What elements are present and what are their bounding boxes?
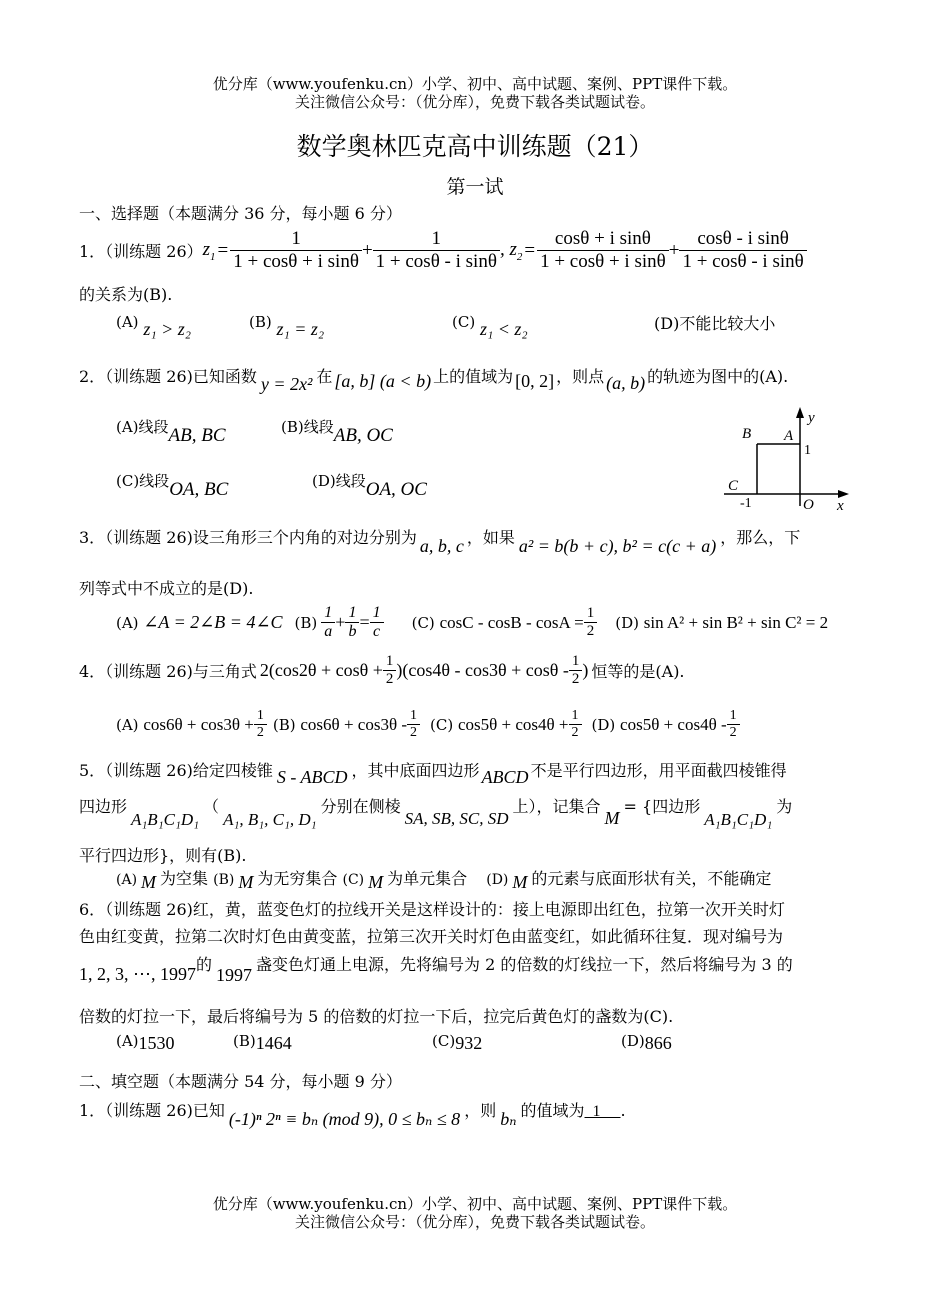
q3-option-c: (C) cosC - cosB - cosA = <box>411 612 584 632</box>
q6-option-b: (B)1464 <box>233 1032 292 1053</box>
q1-option-c: (C) z₁ < z₂ <box>452 313 528 339</box>
y-axis-arrow <box>796 407 804 418</box>
q3-option-b: (B) <box>294 613 318 632</box>
q5-line-2: 四边形A₁B₁C₁D₁（A₁, B₁, C₁, D₁分别在侧棱SA, SB, SC, SD上），记集合M= {四边形A₁B₁C₁D₁为 <box>79 797 793 829</box>
question-1-formula <box>79 228 807 273</box>
q3-b-frac-1: $\frac{1}{a}$ <box>321 604 335 641</box>
question-3: 3．（训练题 26)设三角形三个内角的对边分别为 a, b, c ，如果 a² = b(b + c), b² = c(c + a) ，那么，下 <box>79 528 801 556</box>
q5-option-a: (A) M 为空集 <box>116 869 209 892</box>
q1-eq-2: = <box>524 239 536 261</box>
q4-c-frac: $\frac{1}{2}$ <box>569 708 582 741</box>
q1-prefix: 1．（训练题 26） <box>79 242 203 261</box>
footer-line-2: 关注微信公众号：（优分库），免费下载各类试题试卷。 <box>294 1213 655 1231</box>
q2-figure <box>722 404 852 514</box>
q5-options <box>116 866 772 892</box>
q6-option-c: (C)932 <box>432 1032 483 1053</box>
q3-options: (A) ∠A = 2∠B = 4∠C (B) $\frac{1}{a}$ + $\frac{1}{b}$ = $\frac{1}{c}$ (C) cosC - cosB - cosA = $\frac{1}{2}$ (D) sin A² + sin B² + sin C² = 2 <box>116 604 829 640</box>
label-a: A <box>784 428 794 444</box>
q4-option-d: (D) cos5θ + cos4θ - <box>591 714 727 734</box>
x-axis-arrow <box>838 490 849 498</box>
q1-option-b: (B) z₁ = z₂ <box>249 313 325 339</box>
q1-frac-2: $\frac{1}{\text{1 + cosθ - i sinθ}}$ <box>373 228 500 273</box>
q6-line-3: 1, 2, 3, ⋯, 1997的1997盏变色灯通上电源，先将编号为 2 的倍数的灯线拉一下，然后将编号为 3 的 <box>79 955 793 985</box>
q4-d-frac: $\frac{1}{2}$ <box>727 708 740 741</box>
q1-frac-3: $\frac{\text{cosθ + i sinθ}}{\text{1 + cosθ + i sinθ}}$ <box>537 228 669 273</box>
q4-option-a: (A) cos6θ + cos3θ + <box>116 714 254 734</box>
q1-z1: $z_1$ <box>202 238 216 263</box>
q1-frac-4: $\frac{\text{cosθ - i sinθ}}{\text{1 + cosθ - i sinθ}}$ <box>679 228 806 273</box>
q4-frac-2: $\frac{1}{2}$ <box>569 653 583 688</box>
page-subtitle: 第一试 <box>446 176 504 198</box>
q3-option-a: (A) ∠A = 2∠B = 4∠C <box>116 612 283 632</box>
q2-option-c: (C)线段OA, BC <box>116 472 229 500</box>
q5-option-b: (B) M 为无穷集合 <box>213 869 338 892</box>
header-line-1: 优分库（www.youfenku.cn）小学、初中、高中试题、案例、PPT课件下载。 <box>212 75 738 93</box>
q5-option-d: (D) M 的元素与底面形状有关，不能确定 <box>486 869 772 892</box>
q4-options <box>116 708 740 741</box>
section-2-heading: 二、填空题（本题满分 54 分，每小题 9 分） <box>79 1072 402 1091</box>
page-title: 数学奥林匹克高中训练题（21） <box>296 132 654 161</box>
label-o: O <box>803 497 814 513</box>
q1-suffix: 的关系为(B). <box>79 285 173 304</box>
section-1-heading: 一、选择题（本题满分 36 分，每小题 6 分） <box>79 204 402 223</box>
q1-z2: , $z_2$ <box>499 238 523 263</box>
q3-option-d: (D) sin A² + sin B² + sin C² = 2 <box>615 612 829 632</box>
label-y: y <box>808 410 815 426</box>
q5-option-c: (C) M 为单元集合 <box>342 869 468 892</box>
q4-option-b: (B) cos6θ + cos3θ - <box>272 714 407 734</box>
q3-b-frac-3: $\frac{1}{c}$ <box>370 604 384 641</box>
fill-question-1: 1．（训练题 26)已知 (-1)ⁿ 2ⁿ ≡ bₙ (mod 9), 0 ≤ bₙ ≤ 8 ，则 bₙ 的值域为 1 . <box>79 1101 626 1129</box>
q6-option-a: (A)1530 <box>116 1032 175 1053</box>
q1-plus-2: + <box>668 239 680 261</box>
q2-option-d: (D)线段OA, OC <box>312 472 427 500</box>
q6-line-1: 6．（训练题 26)红，黄，蓝变色灯的拉线开关是这样设计的：接上电源即出红色，拉第一次开关时灯 <box>79 900 785 919</box>
q4-option-c: (C) cos5θ + cos4θ + <box>430 714 569 734</box>
q1-frac-1: $\frac{1}{\text{1 + cosθ + i sinθ}}$ <box>230 228 362 273</box>
q6-line-2: 色由红变黄，拉第二次时灯色由黄变蓝，拉第三次开关时灯色由蓝变红，如此循环往复．现对编号为 <box>79 927 784 946</box>
q1-option-d: (D)不能比较大小 <box>654 314 776 333</box>
q4-b-frac: $\frac{1}{2}$ <box>407 708 420 741</box>
q4-a-frac: $\frac{1}{2}$ <box>254 708 267 741</box>
q3-c-frac: $\frac{1}{2}$ <box>584 605 598 640</box>
q6-line-4: 倍数的灯拉一下，最后将编号为 5 的倍数的灯拉一下后，拉完后黄色灯的盏数为(C). <box>79 1007 674 1026</box>
label-c: C <box>728 478 739 494</box>
question-5: 5．（训练题 26)给定四棱锥 S - ABCD ，其中底面四边形 ABCD 不是平行四边形，用平面截四棱锥得 <box>79 761 787 787</box>
q4-frac-1: $\frac{1}{2}$ <box>383 653 397 688</box>
q3-line-2: 列等式中不成立的是(D). <box>79 579 254 598</box>
label-b: B <box>742 426 752 442</box>
label-x: x <box>837 498 844 514</box>
label-one: 1 <box>804 443 811 458</box>
footer-line-1: 优分库（www.youfenku.cn）小学、初中、高中试题、案例、PPT课件下载。 <box>212 1195 738 1213</box>
question-2: 2．（训练题 26)已知函数 y = 2x² 在 [a, b] (a < b) 上的值域为 [0, 2] ，则点 (a, b) 的轨迹为图中的(A). <box>79 367 789 394</box>
q5-line-3: 平行四边形}，则有(B). <box>79 846 247 865</box>
q3-b-frac-2: $\frac{1}{b}$ <box>345 604 359 641</box>
header-line-2: 关注微信公众号：（优分库），免费下载各类试题试卷。 <box>294 93 655 111</box>
q1-plus-1: + <box>361 239 373 261</box>
question-4: 4．（训练题 26)与三角式 2(cos2θ + cosθ + $\frac{1}{2}$ )(cos4θ - cos3θ + cosθ - $\frac{1}{2}$ ) 恒等的是(A). <box>79 653 685 687</box>
q2-option-b: (B)线段AB, OC <box>281 418 393 446</box>
q2-option-a: (A)线段AB, BC <box>116 418 226 446</box>
fill-answer-blank: 1 <box>584 1103 621 1120</box>
label-neg1: -1 <box>740 496 752 511</box>
q6-option-d: (D)866 <box>621 1032 672 1053</box>
q1-eq: = <box>217 239 229 261</box>
q1-option-a: (A) z₁ > z₂ <box>116 313 191 339</box>
